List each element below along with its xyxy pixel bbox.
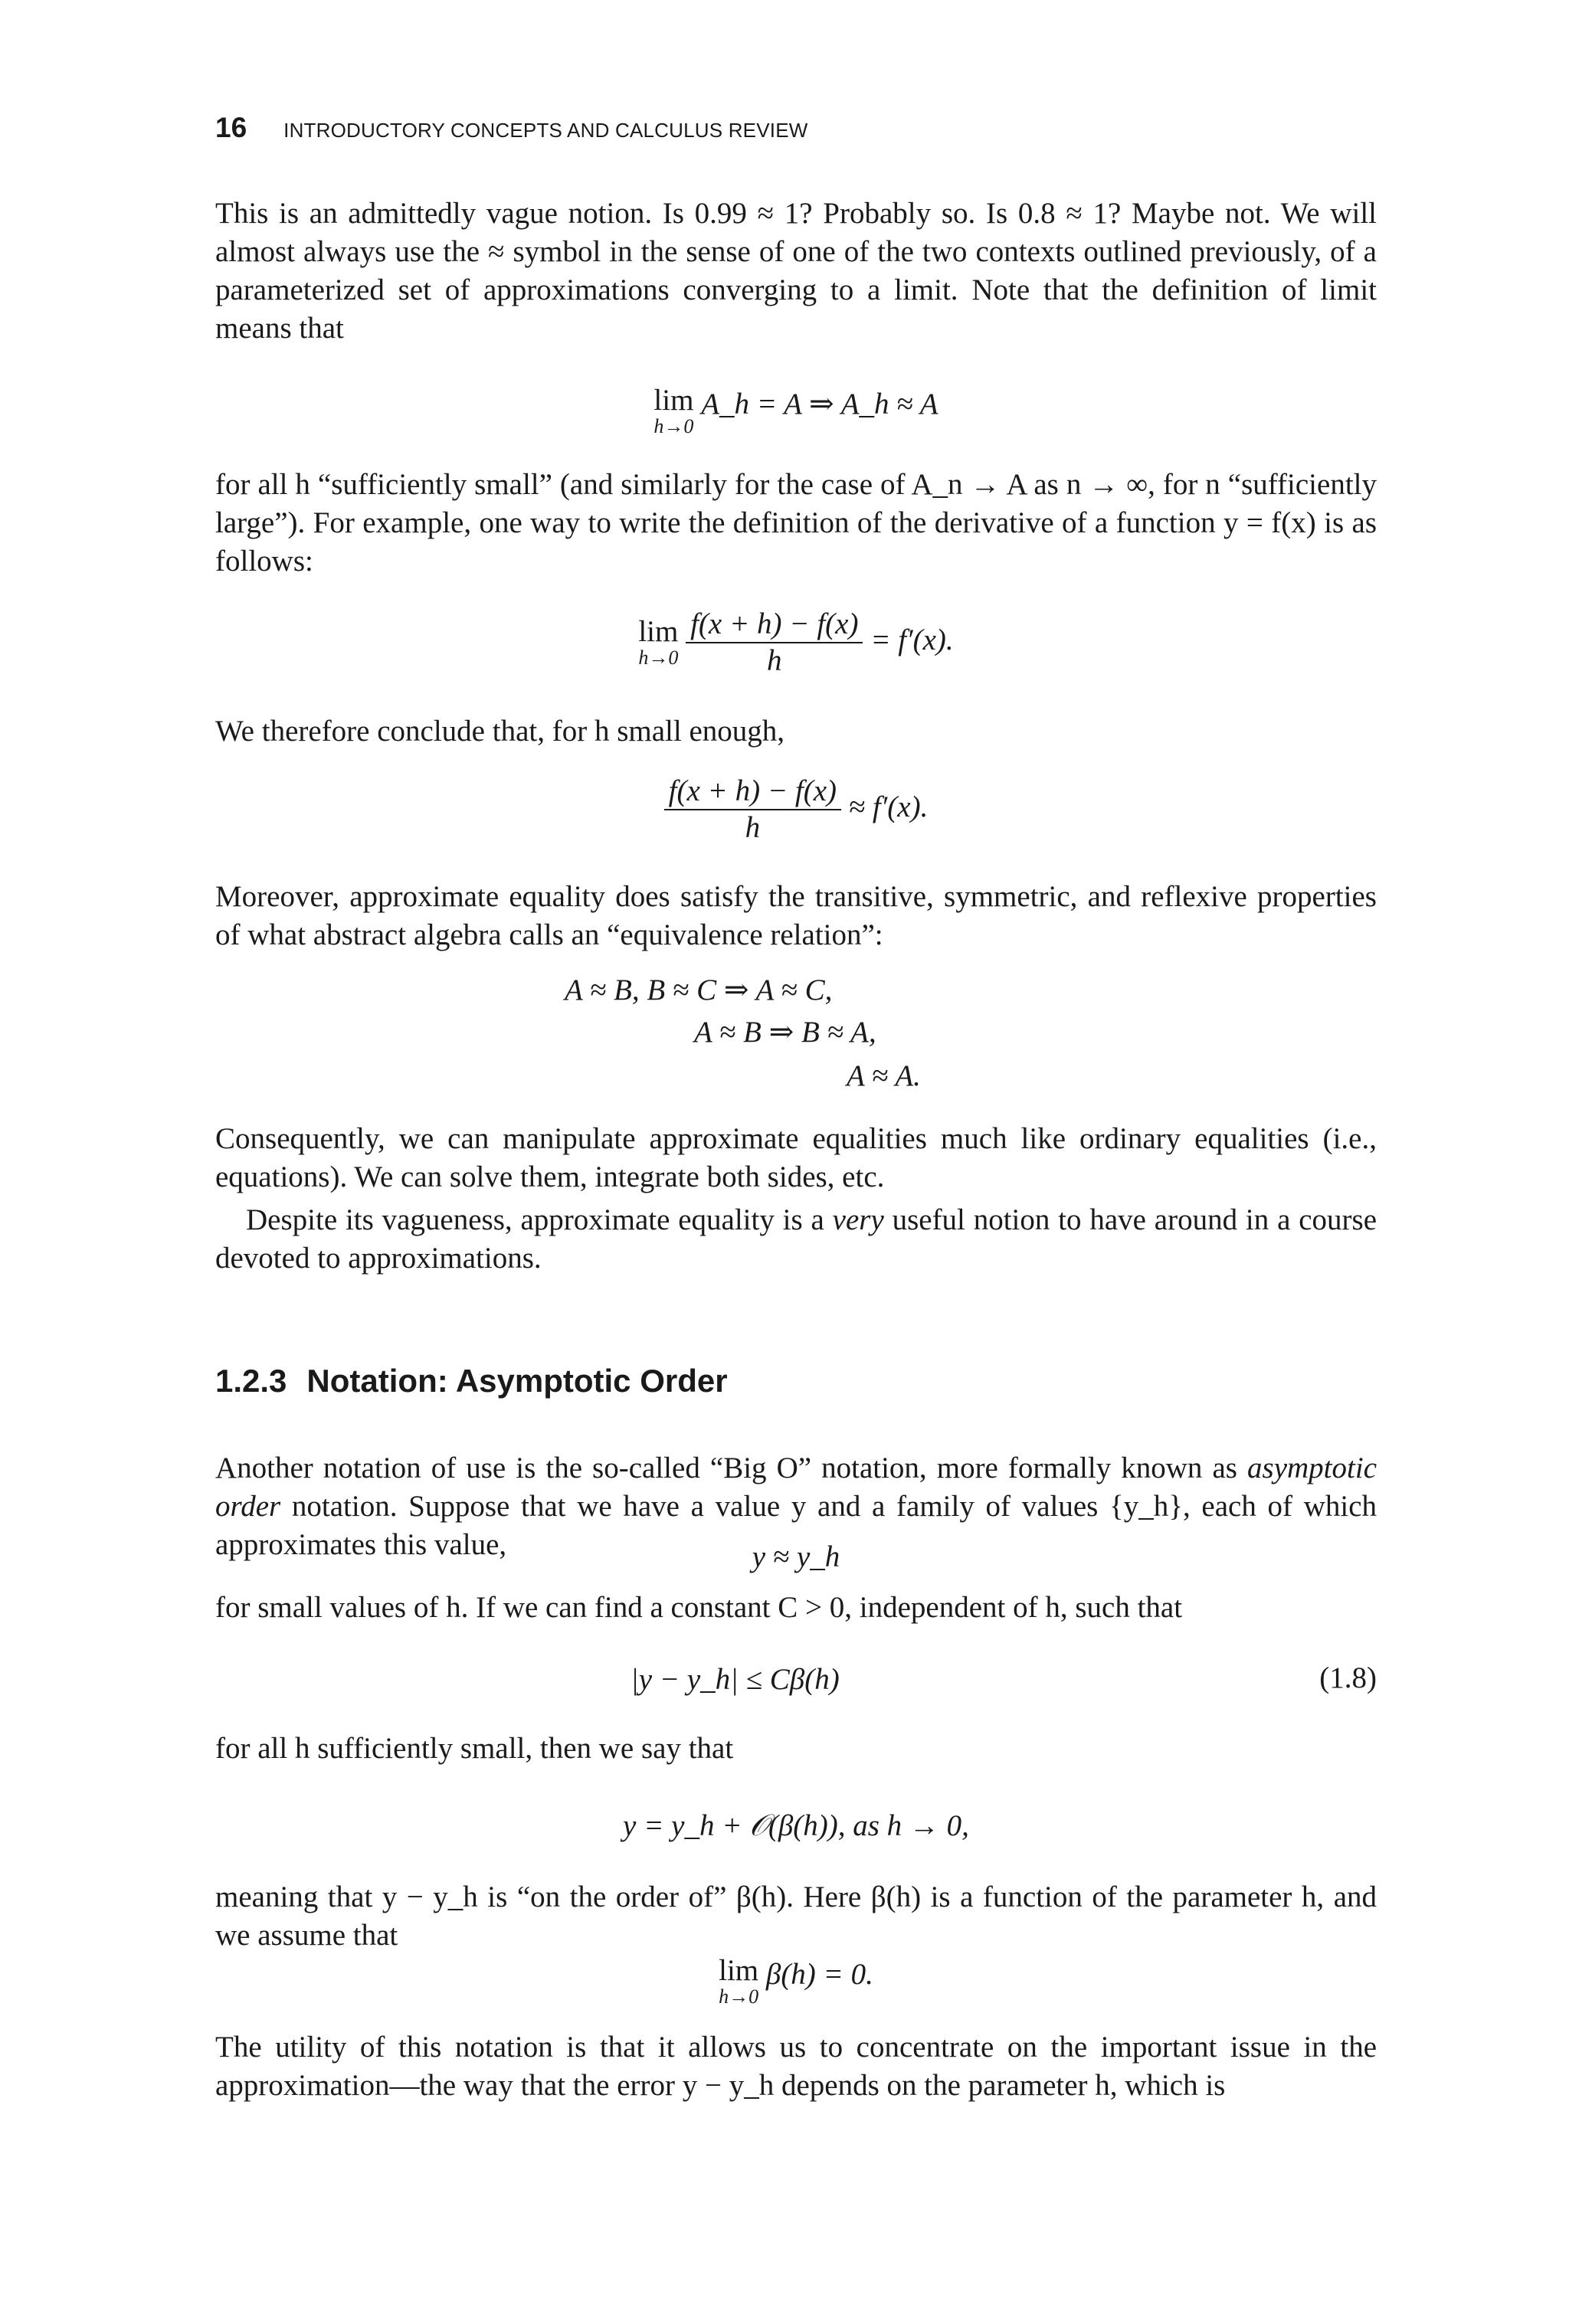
equation-big-o: y = y_h + 𝒪(β(h)), as h → 0, [623,1809,969,1842]
text: useful notion to have around in a course devoted to approximations. [215,1203,1377,1275]
beta-limit-body: β(h) = 0. [765,1958,873,1991]
text: Another notation of use is the so-called “Big O” notation, more formally known as [215,1452,1248,1484]
emphasis: very [832,1203,884,1236]
paragraph-vagueness [215,1201,1377,1278]
paragraph-conclude: We therefore conclude that, for h small enough, [215,715,784,748]
emphasis: asymptotic order [215,1452,1377,1523]
text: notation. Suppose that we have a value y and a family of values {y_h}, each of which approximates this value, [215,1490,1377,1561]
paragraph-consequently: Consequently, we can manipulate approximate equalities much like ordinary equalities (i.e., equations). We can solve them, integrate both sides, etc. [215,1122,1377,1193]
equation-transitive: A ≈ B, B ≈ C ⇒ A ≈ C, [565,974,833,1007]
equation-error-bound: |y − y_h| ≤ Cβ(h) [631,1663,840,1696]
paragraph-vague-notion: This is an admittedly vague notion. Is 0.99 ≈ 1? Probably so. Is 0.8 ≈ 1? Maybe not. We will almost always use the ≈ symbol in the sense of one of the two contexts outlined previously, of a parameterized set of approximations converging to a limit. Note that the definition of limit means that [215,197,1377,345]
section-title: Notation: Asymptotic Order [306,1363,728,1399]
text: Despite its vagueness, approximate equality is a [246,1203,833,1236]
section-heading [215,1363,728,1399]
equation-beta-limit [215,1956,1377,2008]
lim-subscript: h→0 [653,415,694,437]
lim-text: lim [638,615,679,648]
limit-operator [638,617,678,669]
equation-derivative-definition [215,607,1377,679]
difference-quotient [664,774,841,846]
equation-y-approx: y ≈ y_h [752,1540,840,1573]
fraction-numerator: f(x + h) − f(x) [664,774,841,810]
difference-quotient [686,607,863,679]
lim-text: lim [653,384,694,417]
fraction-denominator: h [745,811,761,844]
fraction-numerator: f(x + h) − f(x) [686,607,863,643]
equation-reflexive: A ≈ A. [847,1059,921,1092]
paragraph-utility: The utility of this notation is that it allows us to concentrate on the important issue in the approximation—the way that the error y − y_h depends on the parameter h, which is [215,2031,1377,2102]
paragraph-equivalence-relation: Moreover, approximate equality does satisfy the transitive, symmetric, and reflexive properties of what abstract algebra calls an “equivalence relation”: [215,880,1377,951]
derivative-rhs: = f′(x). [870,623,954,656]
limit-operator [719,1956,758,2008]
running-title: INTRODUCTORY CONCEPTS AND CALCULUS REVIEW [283,119,808,142]
section-number: 1.2.3 [215,1363,287,1399]
page-number: 16 [215,112,247,143]
equation-symmetric: A ≈ B ⇒ B ≈ A, [694,1016,876,1049]
lim-subscript: h→0 [638,646,679,669]
limit-body: A_h = A ⇒ A_h ≈ A [701,388,938,421]
paragraph-then-we-say: for all h sufficiently small, then we say that [215,1732,734,1765]
paragraph-constant-c: for small values of h. If we can find a constant C > 0, independent of h, such that [215,1591,1183,1624]
running-header [215,112,807,144]
equation-limit-definition [215,385,1377,437]
equation-number: (1.8) [1319,1661,1377,1694]
approx-rhs: ≈ f′(x). [848,790,929,823]
lim-text: lim [719,1954,759,1987]
limit-operator [653,385,693,437]
paragraph-sufficiently-small: for all h “sufficiently small” (and similarly for the case of A_n → A as n → ∞, for n “sufficiently large”). For example, one way to write the definition of the derivative of a function y = f(x) is as follows: [215,468,1377,578]
equation-derivative-approx [215,774,1377,846]
paragraph-on-the-order-of: meaning that y − y_h is “on the order of” β(h). Here β(h) is a function of the parameter h, and we assume that [215,1880,1377,1952]
lim-subscript: h→0 [719,1985,759,2008]
fraction-denominator: h [767,644,782,677]
